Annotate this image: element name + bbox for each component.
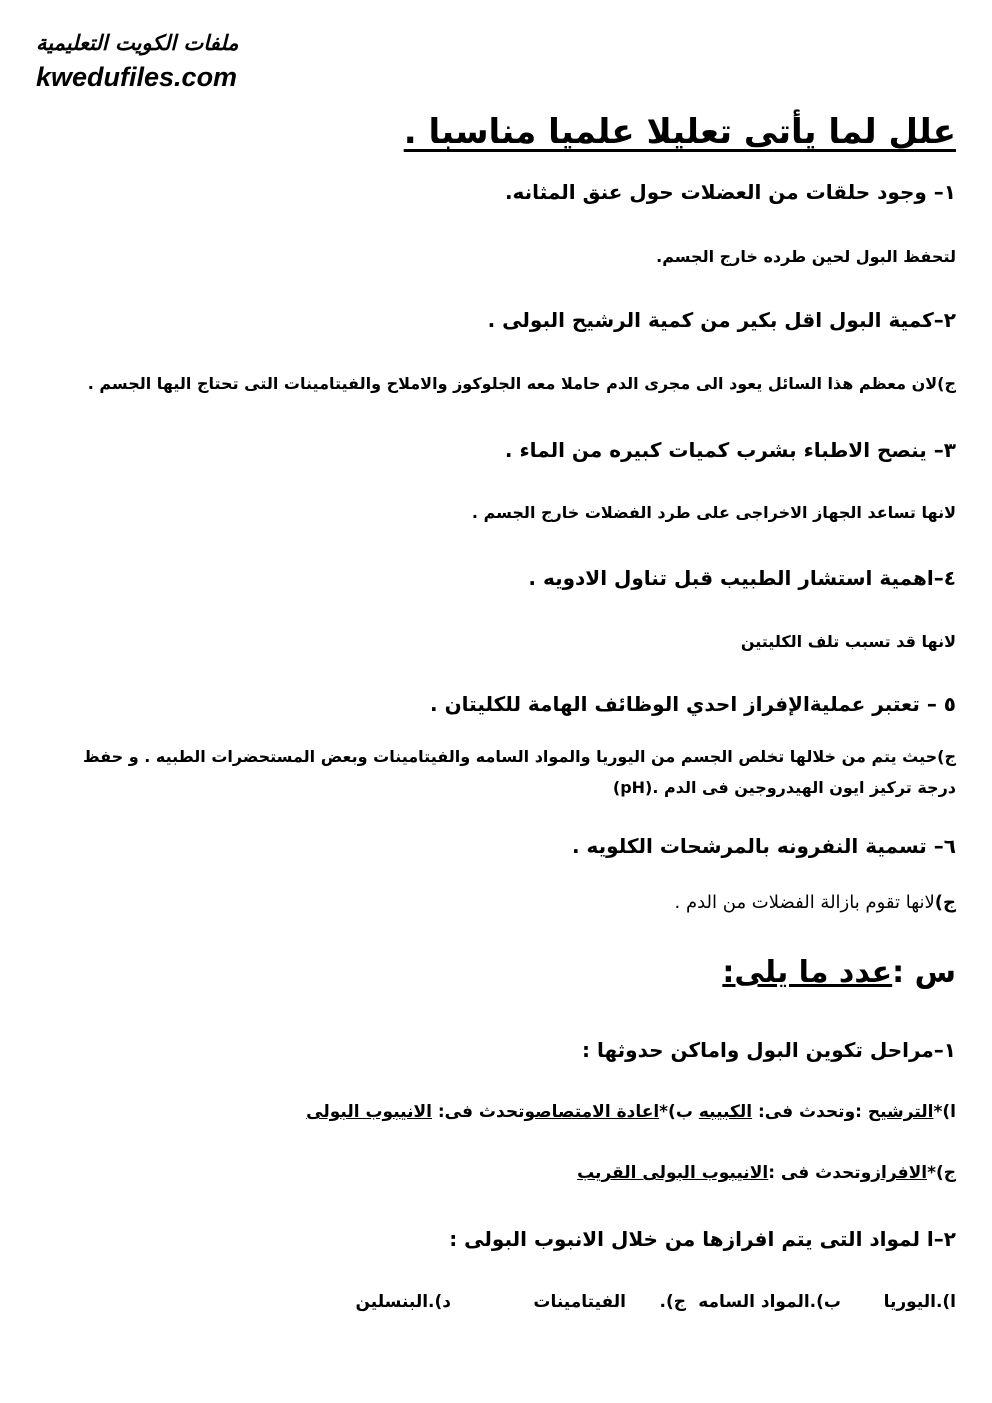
section-2-question-2: ٢–ا لمواد التى يتم افرازها من خلال الانبوب البولى : <box>449 1227 956 1251</box>
option-c: الفيتامينات <box>533 1292 626 1312</box>
section-2-answer-2 <box>356 1292 956 1322</box>
question-5: ٥ – تعتبر عمليةالإفراز احدي الوظائف الهامة للكليتان . <box>430 692 956 716</box>
option-c-marker: ج). <box>659 1292 686 1312</box>
watermark-arabic: ملفات الكويت التعليمية <box>36 30 239 55</box>
part: ا)* <box>933 1102 956 1122</box>
answer-4: لانها قد تسبب تلف الكليتين <box>740 632 956 651</box>
term-filtration: الترشيح <box>867 1102 934 1122</box>
question-4: ٤–اهمية استشار الطبيب قبل تناول الادويه . <box>528 566 956 590</box>
place-proximal-tubule: الانيبوب البولى القريب <box>577 1163 769 1183</box>
question-2: ٢–كمية البول اقل بكير من كمية الرشيح البولى . <box>487 308 956 332</box>
place-glomerulus: الكبيبه <box>698 1102 753 1122</box>
option-a: ا).اليوريا <box>883 1292 956 1312</box>
answer-6 <box>675 892 957 913</box>
part: وتحدث فى: <box>431 1102 536 1122</box>
section-2-question-1: ١–مراحل تكوين البول واماكن حدوثها : <box>581 1038 956 1062</box>
question-3: ٣– ينصح الاطباء بشرب كميات كبيره من الماء . <box>504 438 956 462</box>
page-title: علل لما يأتى تعليلا علميا مناسبا . <box>403 112 956 152</box>
part: ب)* <box>659 1102 699 1122</box>
answer-3: لانها تساعد الجهاز الاخراجى على طرد الفضلات خارج الجسم . <box>471 503 956 522</box>
part: :وتحدث فى: <box>752 1102 868 1122</box>
section-2-prefix: س : <box>892 955 956 990</box>
section-2-answer-1-line-2 <box>577 1163 956 1183</box>
place-tubule: الانيبوب البولى <box>306 1102 432 1122</box>
term-secretion: الافراز <box>871 1163 928 1183</box>
section-2-answer-1-line-1 <box>306 1102 956 1122</box>
section-2-heading <box>722 955 956 990</box>
section-2-title: عدد ما يلى: <box>722 955 893 990</box>
option-b: ب).المواد السامه <box>698 1292 841 1312</box>
part: وتحدث فى : <box>768 1163 872 1183</box>
answer-6-text: لانها تقوم بازالة الفضلات من الدم . <box>674 892 935 913</box>
answer-6-prefix: ج) <box>934 892 956 913</box>
term-reabsorption: اعادة الامتصاص <box>535 1102 660 1122</box>
part: ج)* <box>927 1163 956 1183</box>
option-d: د).البنسلين <box>355 1292 451 1312</box>
watermark-site: kwedufiles.com <box>36 62 238 92</box>
answer-1: لتحفظ البول لحين طرده خارج الجسم. <box>656 247 956 266</box>
answer-5: ج)حيث يتم من خلالها تخلص الجسم من اليوريا والمواد السامه والفيتامينات وبعض المستحضرات الطبيه . و حفظ درجة تركيز ايون الهيدروجين فى الدم .(pH) <box>82 747 956 797</box>
question-6: ٦– تسمية النفرونه بالمرشحات الكلويه . <box>571 834 956 858</box>
question-1: ١– وجود حلقات من العضلات حول عنق المثانه. <box>504 180 956 204</box>
answer-2: ج)لان معظم هذا السائل يعود الى مجرى الدم حاملا معه الجلوكوز والاملاح والفيتامينات التى تحتاج اليها الجسم . <box>87 374 956 393</box>
